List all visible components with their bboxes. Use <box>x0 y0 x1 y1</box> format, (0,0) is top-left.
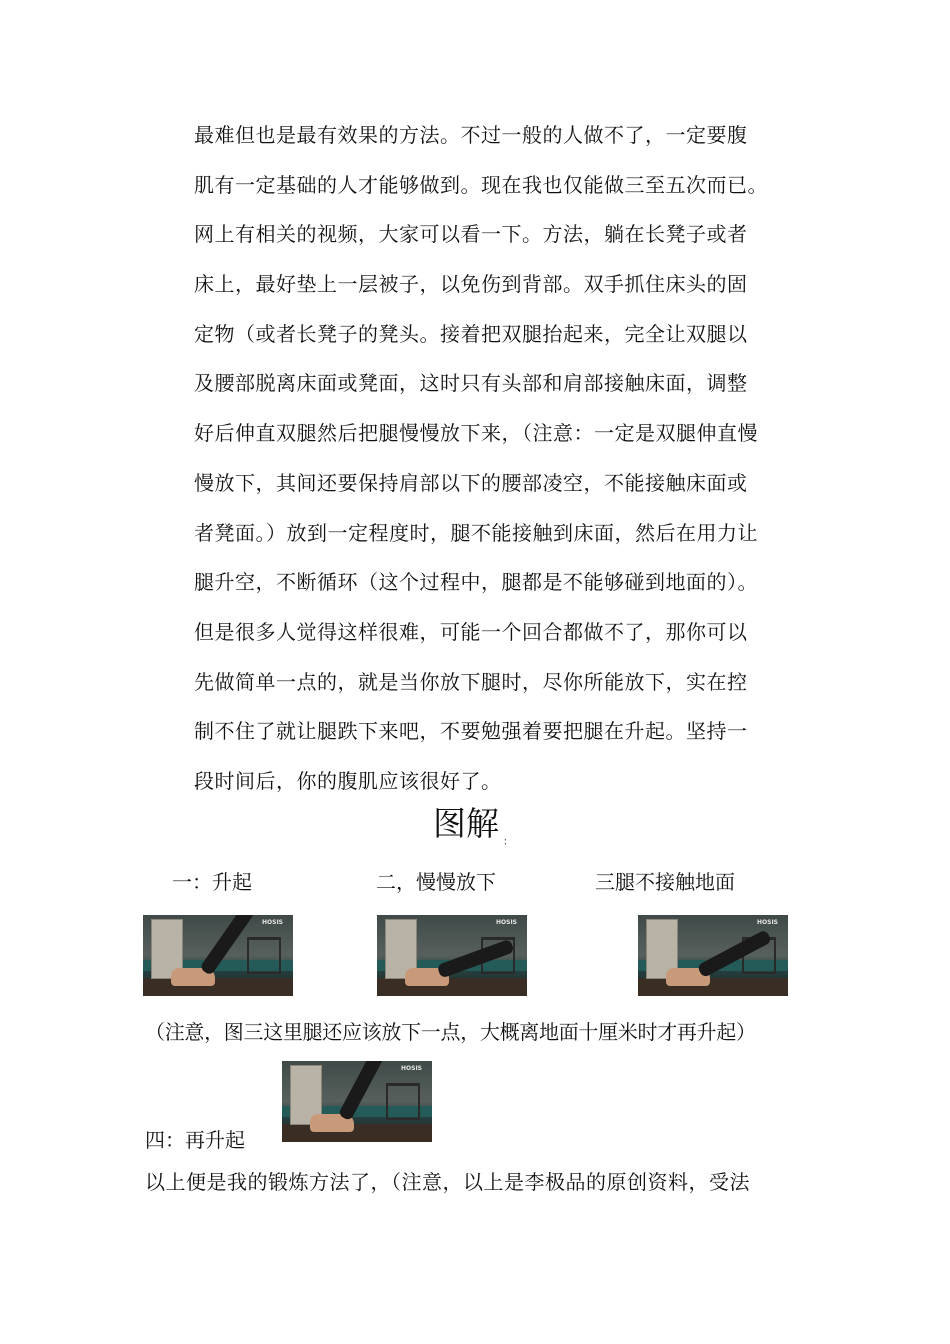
body-line: 最难但也是最有效果的方法。不过一般的人做不了，一定要腹 <box>194 123 748 147</box>
body-line: 慢放下，其间还要保持肩部以下的腰部凌空，不能接触床面或 <box>194 470 748 495</box>
section-title: 图解 <box>433 804 499 843</box>
body-line: 床上，最好垫上一层被子，以免伤到背部。双手抓住床头的固 <box>194 272 748 297</box>
note-text: （注意，图三这里腿还应该放下一点，大概离地面十厘米时才再升起） <box>145 1020 756 1044</box>
body-line: 段时间后，你的腹肌应该很好了。 <box>194 768 502 793</box>
body-line: 但是很多人觉得这样很难，可能一个回合都做不了，那你可以 <box>194 619 748 644</box>
caption-step-4: 四：再升起 <box>145 1128 245 1152</box>
body-line: 者凳面。）放到一定程度时，腿不能接触到床面，然后在用力让 <box>194 520 758 545</box>
caption-step-1: 一：升起 <box>172 870 252 894</box>
step-3-photo <box>638 915 788 996</box>
step-1-photo <box>143 915 293 996</box>
step-2-photo <box>377 915 527 996</box>
photo-logo: HOSIS <box>496 919 517 926</box>
photo-logo: HOSIS <box>757 919 778 926</box>
photo-logo: HOSIS <box>401 1065 422 1072</box>
body-line: 定物（或者长凳子的凳头。接着把双腿抬起来，完全让双腿以 <box>194 321 748 346</box>
body-line: 腿升空，不断循环（这个过程中，腿都是不能够碰到地面的）。 <box>194 570 758 595</box>
title-mark: ： <box>503 837 513 848</box>
step-4-photo <box>282 1061 432 1142</box>
body-line: 先做简单一点的，就是当你放下腿时，尽你所能放下，实在控 <box>194 669 748 694</box>
closing-line: 以上便是我的锻炼方法了，（注意，以上是李极品的原创资料，受法 <box>145 1170 750 1194</box>
body-line: 肌有一定基础的人才能够做到。现在我也仅能做三至五次而已。 <box>194 172 768 197</box>
body-line: 好后伸直双腿然后把腿慢慢放下来，（注意：一定是双腿伸直慢 <box>194 421 758 446</box>
caption-step-2: 二，慢慢放下 <box>376 870 496 894</box>
body-line: 制不住了就让腿跌下来吧，不要勉强着要把腿在升起。坚持一 <box>194 719 748 744</box>
body-line: 及腰部脱离床面或凳面，这时只有头部和肩部接触床面，调整 <box>194 371 748 396</box>
photo-logo: HOSIS <box>262 919 283 926</box>
body-paragraph <box>194 111 810 807</box>
caption-step-3: 三腿不接触地面 <box>595 870 735 894</box>
body-line: 网上有相关的视频，大家可以看一下。方法，躺在长凳子或者 <box>194 222 748 247</box>
